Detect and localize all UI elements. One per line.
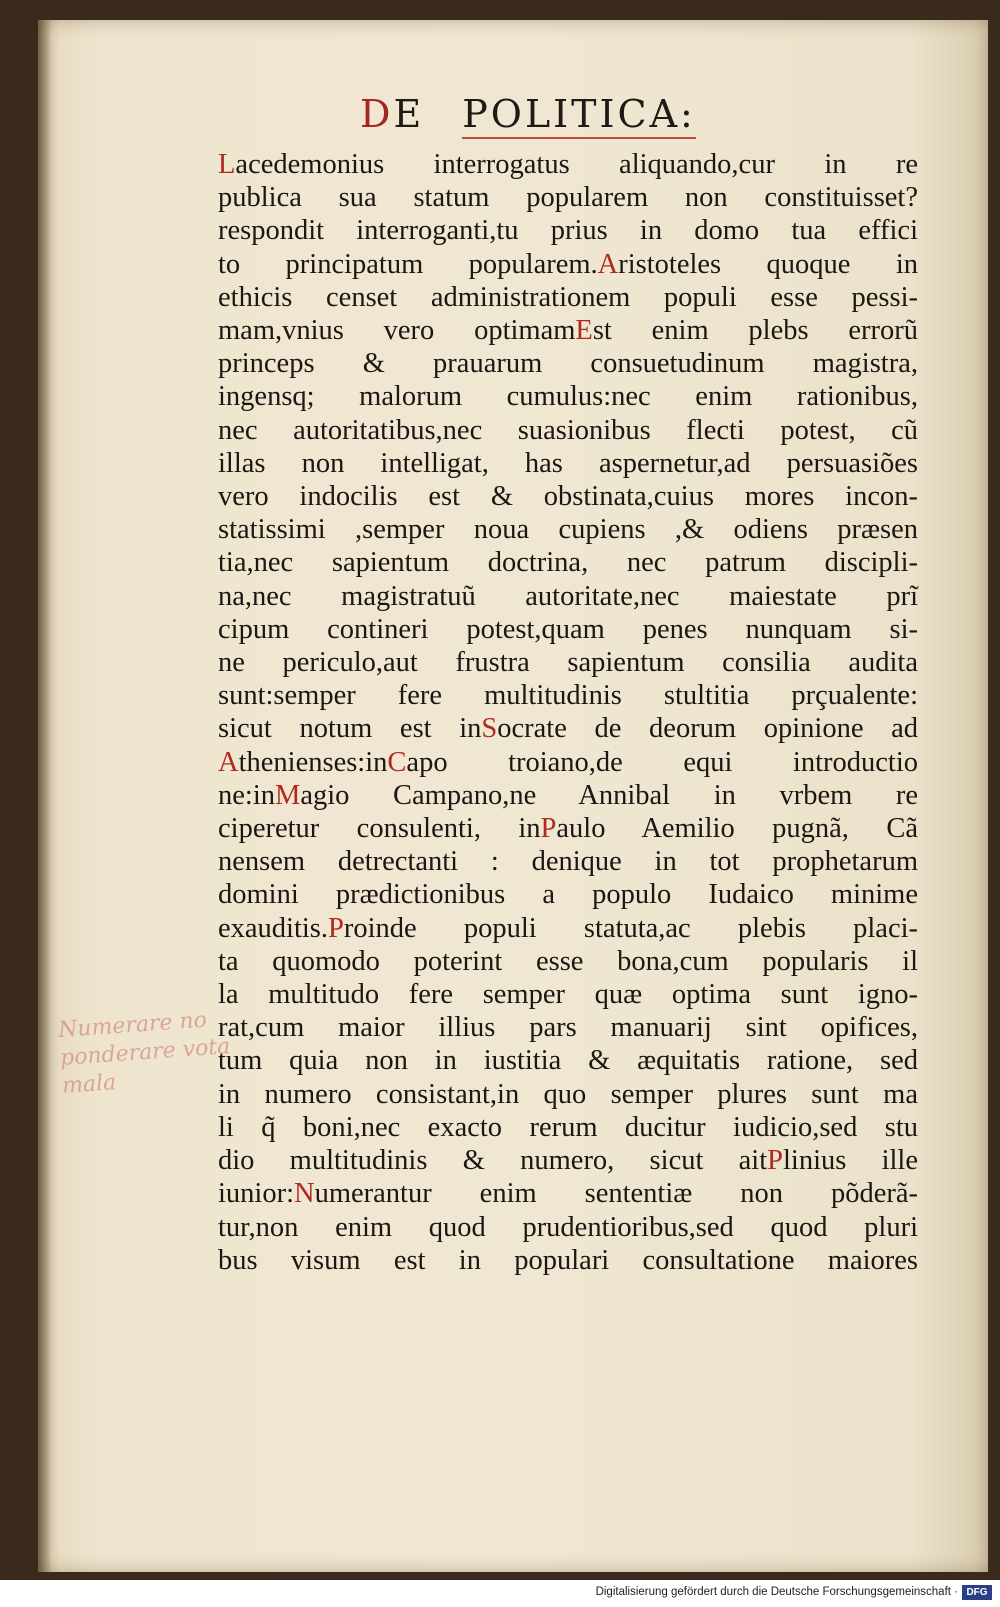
text-line: [218, 679, 918, 712]
line-text: nec autoritatibus,nec suasionibus flecti potest, cũ: [218, 414, 918, 446]
line-text: tur,non enim quod prudentioribus,sed quod pluri: [218, 1211, 918, 1243]
text-line: [218, 845, 918, 878]
footer-credit: Digitalisierung gefördert durch die Deutsche Forschungsgemeinschaft ·: [595, 1586, 958, 1598]
line-text: sicut notum est in: [218, 713, 482, 745]
line-text: illas non intelligat, has aspernetur,ad persuasiões: [218, 447, 918, 479]
text-line: [218, 314, 918, 347]
line-text: acedemonius interrogatus aliquando,cur in re: [235, 149, 918, 180]
line-text: princeps & prauarum consuetudinum magistra,: [218, 348, 918, 380]
line-text: ne:in: [218, 779, 275, 811]
line-text-tail: umerantur enim sententiæ non põderã-: [314, 1178, 918, 1210]
line-text: vero indocilis est & obstinata,cuius mores incon-: [218, 481, 918, 513]
line-text: nensem detrectanti : denique in tot prophetarum: [218, 846, 918, 878]
text-line: [218, 1078, 918, 1111]
text-line: [218, 746, 918, 779]
body-text: [218, 148, 918, 1277]
line-text: in numero consistant,in quo semper plures sunt ma: [218, 1078, 918, 1110]
line-text-tail: st enim plebs errorũ: [592, 315, 918, 347]
text-line: [218, 1144, 918, 1177]
line-text: publica sua statum popularem non constituisset?: [218, 182, 918, 214]
text-line: [218, 248, 918, 281]
rubricated-initial: N: [294, 1178, 315, 1210]
line-text: statissimi ,semper noua cupiens ,& odiens præsen: [218, 514, 918, 546]
line-text: rat,cum maior illius pars manuarij sint opifices,: [218, 1012, 918, 1044]
line-text-tail: aulo Aemilio pugnã, Cã: [556, 813, 918, 845]
rubricated-initial: A: [597, 248, 619, 280]
text-line: [218, 646, 918, 679]
text-line: [218, 380, 918, 413]
gutter-shadow: [38, 20, 52, 1572]
text-line: [218, 712, 918, 745]
text-line: [218, 779, 918, 812]
line-text: tum quia non in iustitia & æquitatis ratione, sed: [218, 1045, 918, 1077]
running-head-word1: E: [393, 92, 425, 136]
line-text: tia,nec sapientum doctrina, nec patrum discipli-: [218, 547, 918, 579]
text-line: [218, 347, 918, 380]
text-line: [218, 1044, 918, 1077]
line-text-tail: roinde populi statuta,ac plebis placi-: [343, 912, 918, 944]
text-line: [218, 414, 918, 447]
line-text: exauditis.: [218, 912, 329, 944]
line-text: thenienses:in: [238, 746, 388, 778]
margin-annotation: [57, 1003, 262, 1101]
rubricated-initial: A: [218, 746, 239, 778]
text-line: [218, 148, 918, 181]
line-text: domini prædictionibus a populo Iudaico minime: [218, 879, 918, 911]
line-text: to principatum popularem.: [218, 248, 598, 280]
rubricated-initial: C: [387, 746, 407, 778]
line-text: na,nec magistratuũ autoritate,nec maiestate prĩ: [218, 580, 918, 612]
footer: [0, 1580, 1000, 1607]
rubricated-initial: E: [575, 315, 593, 347]
running-head-title: POLITICA:: [462, 92, 696, 139]
text-line: [218, 812, 918, 845]
text-line: [218, 1111, 918, 1144]
rubricated-initial: M: [275, 779, 301, 811]
line-text: bus visum est in populari consultatione maiores: [218, 1244, 918, 1276]
line-text: la multitudo fere semper quæ optima sunt igno-: [218, 979, 918, 1011]
line-text-tail: apo troiano,de equi introductio: [406, 746, 918, 778]
text-line: [218, 447, 918, 480]
text-line: [218, 1244, 918, 1277]
text-line: [218, 912, 918, 945]
line-text: dio multitudinis & numero, sicut ait: [218, 1145, 768, 1177]
running-head: [360, 92, 780, 136]
rubricated-initial: S: [481, 713, 498, 745]
line-text: cipum contineri potest,quam penes nunquam si-: [218, 613, 918, 645]
line-text: mam,vnius vero optimam: [218, 315, 576, 347]
running-head-initial: D: [360, 92, 394, 136]
rubricated-initial: L: [218, 149, 236, 180]
text-line: [218, 214, 918, 247]
line-text: ne periculo,aut frustra sapientum consilia audita: [218, 647, 918, 679]
rubricated-initial: P: [328, 912, 344, 944]
line-text: sunt:semper fere multitudinis stultitia prçualente:: [218, 680, 918, 712]
text-line: [218, 281, 918, 314]
text-line: [218, 613, 918, 646]
margin-note-line: ponderare vota: [59, 1034, 232, 1071]
line-text-tail: ocrate de deorum opinione ad: [497, 713, 919, 745]
line-text-tail: ristoteles quoque in: [618, 248, 918, 280]
text-line: [218, 480, 918, 513]
line-text: ciperetur consulenti, in: [218, 813, 541, 845]
line-text: ta quomodo poterint esse bona,cum popularis il: [218, 945, 918, 977]
line-text-tail: agio Campano,ne Annibal in vrbem re: [300, 779, 918, 811]
text-line: [218, 546, 918, 579]
line-text: li q̃ boni,nec exacto rerum ducitur iudicio,sed stu: [218, 1111, 918, 1143]
text-line: [218, 1177, 918, 1210]
line-text-tail: linius ille: [783, 1145, 919, 1177]
margin-note-line: Numerare no: [57, 1007, 208, 1044]
rubricated-initial: P: [767, 1145, 783, 1177]
text-line: [218, 513, 918, 546]
dfg-logo: DFG: [962, 1585, 992, 1600]
line-text: ingensq; malorum cumulus:nec enim rationibus,: [218, 381, 918, 413]
text-line: [218, 878, 918, 911]
line-text: ethicis censet administrationem populi esse pessi-: [218, 281, 918, 313]
text-line: [218, 580, 918, 613]
line-text: respondit interroganti,tu prius in domo tua effici: [218, 215, 918, 247]
text-line: [218, 978, 918, 1011]
rubricated-initial: P: [540, 813, 557, 845]
margin-note-line: mala: [61, 1070, 118, 1099]
text-line: [218, 1211, 918, 1244]
line-text: iunior:: [218, 1178, 294, 1210]
text-line: [218, 1011, 918, 1044]
text-line: [218, 945, 918, 978]
text-line: [218, 181, 918, 214]
